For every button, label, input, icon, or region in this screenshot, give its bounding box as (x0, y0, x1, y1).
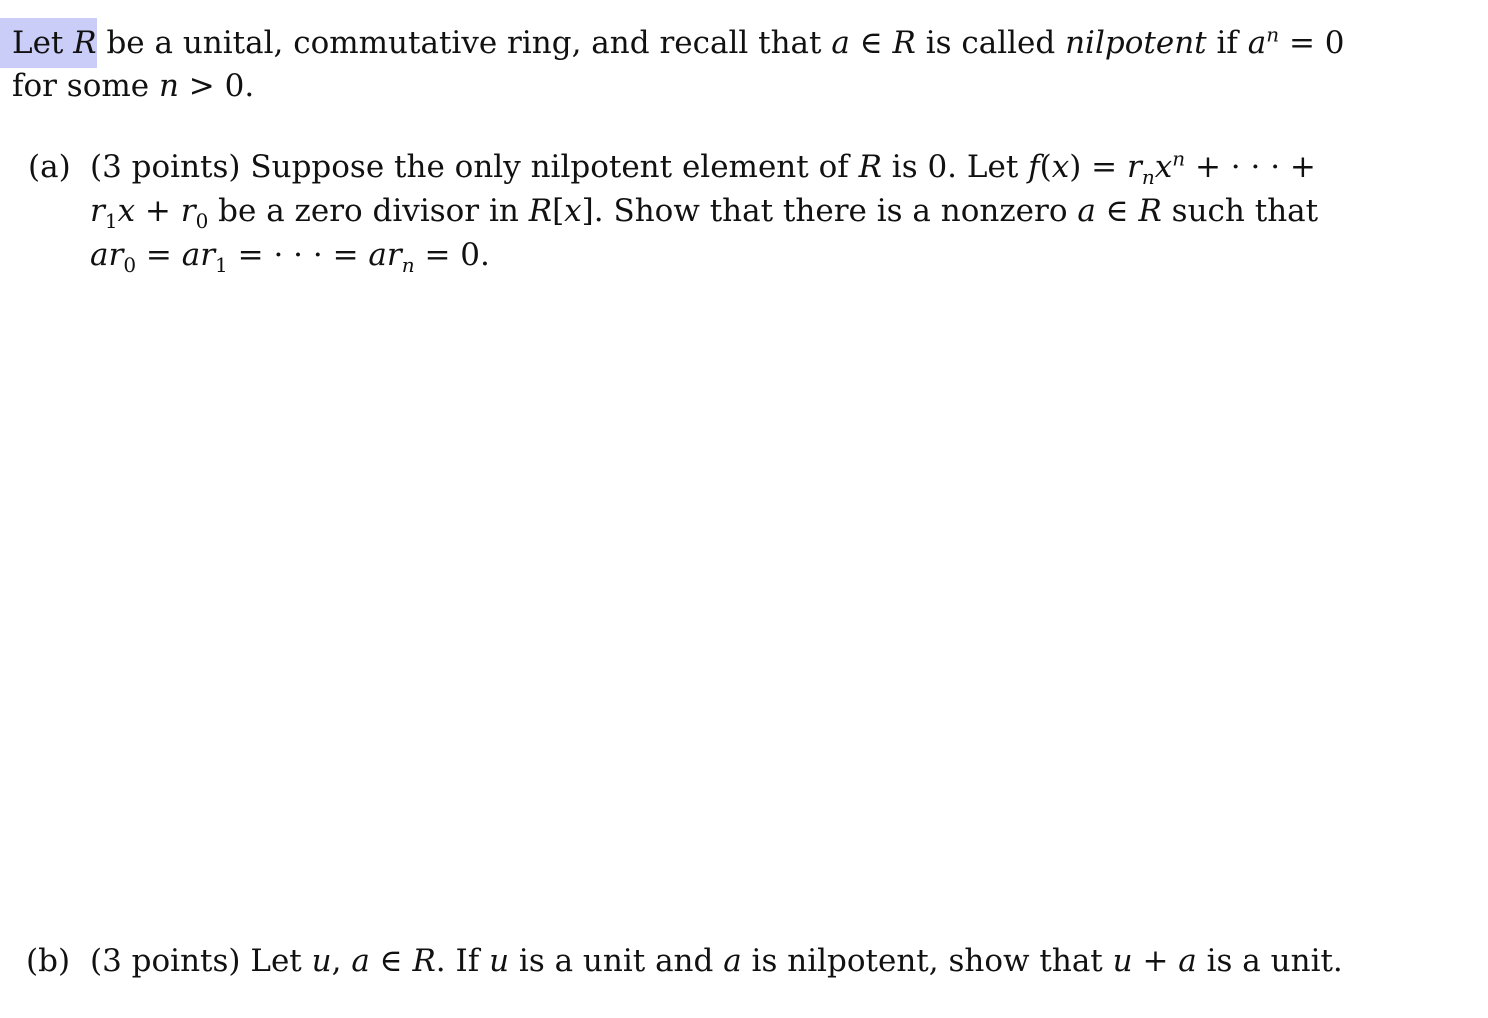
nilpotent-term: nilpotent (1065, 25, 1207, 61)
intro-line-1: Let R be a unital, commutative ring, and recall that a ∈ R is called nilpotent if $a^n = 0$ (12, 22, 1345, 61)
part-a-line-3: $ar_0 = ar_1$ = · · · = $ar_n = 0$. (90, 237, 490, 278)
part-a-label: (a) (28, 149, 71, 185)
intro-line-2: for some n > 0. (12, 68, 255, 104)
part-b-line-1: (3 points) Let u, a ∈ R. If u is a unit and a is nilpotent, show that u + a is a unit. (90, 943, 1343, 979)
part-b-label: (b) (26, 943, 71, 979)
part-a-line-1: (3 points) Suppose the only nilpotent element of R is 0. Let $f(x) = r_nx^n$ + · · · + (90, 146, 1316, 190)
part-a-line-2: $r_1x + r_0$ be a zero divisor in R[x]. Show that there is a nonzero a ∈ R such that (90, 193, 1319, 234)
